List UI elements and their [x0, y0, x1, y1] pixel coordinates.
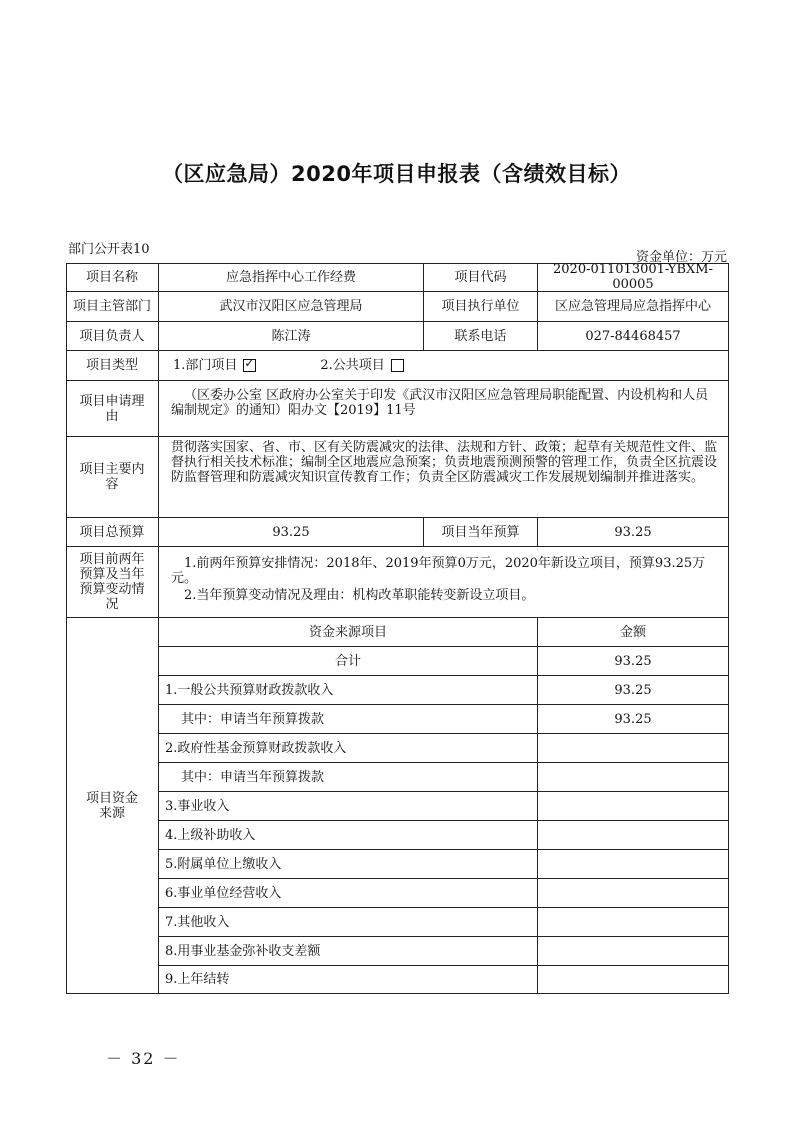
funding-row-label: 1.一般公共预算财政拨款收入 — [159, 676, 538, 705]
funding-row-amount: 93.25 — [538, 647, 729, 676]
funding-row-amount — [538, 821, 729, 850]
budget-history-value — [159, 547, 729, 618]
supervising-dept-value: 武汉市汉阳区应急管理局 — [159, 292, 424, 322]
funding-row-amount — [538, 850, 729, 879]
funding-row-amount — [538, 734, 729, 763]
reason-text: （区委办公室 区政府办公室关于印发《武汉市汉阳区应急管理局职能配置、内设机构和人员编制规定》的通知）阳办文【2019】11号 — [171, 388, 709, 418]
project-type-options — [159, 351, 729, 381]
funding-row-amount — [538, 908, 729, 937]
project-code-value: 2020-011013001-YBXM-00005 — [538, 263, 729, 292]
table-number: 部门公开表10 — [68, 242, 150, 257]
funding-row-label: 9.上年结转 — [159, 966, 538, 994]
project-code-label: 项目代码 — [424, 263, 538, 292]
budget-history-line2: 2.当年预算变动情况及理由：机构改革职能转变新设立项目。 — [184, 588, 535, 603]
year-budget-value: 93.25 — [538, 518, 729, 547]
exec-unit-label: 项目执行单位 — [424, 292, 538, 322]
document-title: （区应急局）2020年项目申报表（含绩效目标） — [162, 162, 631, 186]
funding-row-amount — [538, 966, 729, 994]
funding-row-amount — [538, 937, 729, 966]
reason-value — [159, 381, 729, 437]
funding-row-label: 2.政府性基金预算财政拨款收入 — [159, 734, 538, 763]
funding-row-label: 其中：申请当年预算拨款 — [159, 705, 538, 734]
type-option-dept: 1.部门项目 — [173, 358, 238, 373]
funding-row-amount: 93.25 — [538, 705, 729, 734]
content-value — [159, 437, 729, 518]
type-option-public: 2.公共项目 — [320, 358, 385, 373]
funding-row-label: 4.上级补助收入 — [159, 821, 538, 850]
funding-row-amount — [538, 763, 729, 792]
funding-row-label: 8.用事业基金弥补收支差额 — [159, 937, 538, 966]
exec-unit-value: 区应急管理局应急指挥中心 — [538, 292, 729, 322]
content-label: 项目主要内容 — [66, 437, 159, 518]
unchecked-box-icon[interactable] — [391, 359, 404, 372]
checked-box-icon[interactable] — [243, 359, 256, 372]
total-budget-label: 项目总预算 — [66, 518, 159, 547]
project-owner-value: 陈江涛 — [159, 322, 424, 351]
funding-row-label: 合计 — [159, 647, 538, 676]
total-budget-value: 93.25 — [159, 518, 424, 547]
project-owner-label: 项目负责人 — [66, 322, 159, 351]
reason-label: 项目申请理由 — [66, 381, 159, 437]
page-number: － 32 － — [106, 1049, 181, 1068]
funding-source-label: 项目资金来源 — [66, 618, 159, 994]
project-name-value: 应急指挥中心工作经费 — [159, 263, 424, 292]
supervising-dept-label: 项目主管部门 — [66, 292, 159, 322]
budget-history-label: 项目前两年预算及当年预算变动情况 — [66, 547, 159, 618]
year-budget-label: 项目当年预算 — [424, 518, 538, 547]
funding-col-source: 资金来源项目 — [159, 618, 538, 647]
funding-col-amount: 金额 — [538, 618, 729, 647]
funding-row-label: 6.事业单位经营收入 — [159, 879, 538, 908]
project-name-label: 项目名称 — [66, 263, 159, 292]
budget-history-line1: 1.前两年预算安排情况：2018年、2019年预算0万元，2020年新设立项目，预算93.25万元。 — [171, 556, 706, 586]
funding-row-amount — [538, 792, 729, 821]
funding-row-label: 3.事业收入 — [159, 792, 538, 821]
unit-label: 资金单位：万元 — [635, 250, 727, 265]
phone-label: 联系电话 — [424, 322, 538, 351]
funding-row-amount: 93.25 — [538, 676, 729, 705]
content-text: 贯彻落实国家、省、市、区有关防震减灾的法律、法规和方针、政策；起草有关规范性文件、监督执行相关技术标准；编制全区地震应急预案；负责地震预测预警的管理工作，负责全区抗震设防监督管理和防震减灾知识宣传教育工作；负责全区防震减灾工作发展规划编制并推进落实。 — [171, 440, 718, 485]
project-type-label: 项目类型 — [66, 351, 159, 381]
funding-row-amount — [538, 879, 729, 908]
funding-row-label: 7.其他收入 — [159, 908, 538, 937]
funding-row-label: 其中：申请当年预算拨款 — [159, 763, 538, 792]
phone-value: 027-84468457 — [538, 322, 729, 351]
funding-row-label: 5.附属单位上缴收入 — [159, 850, 538, 879]
